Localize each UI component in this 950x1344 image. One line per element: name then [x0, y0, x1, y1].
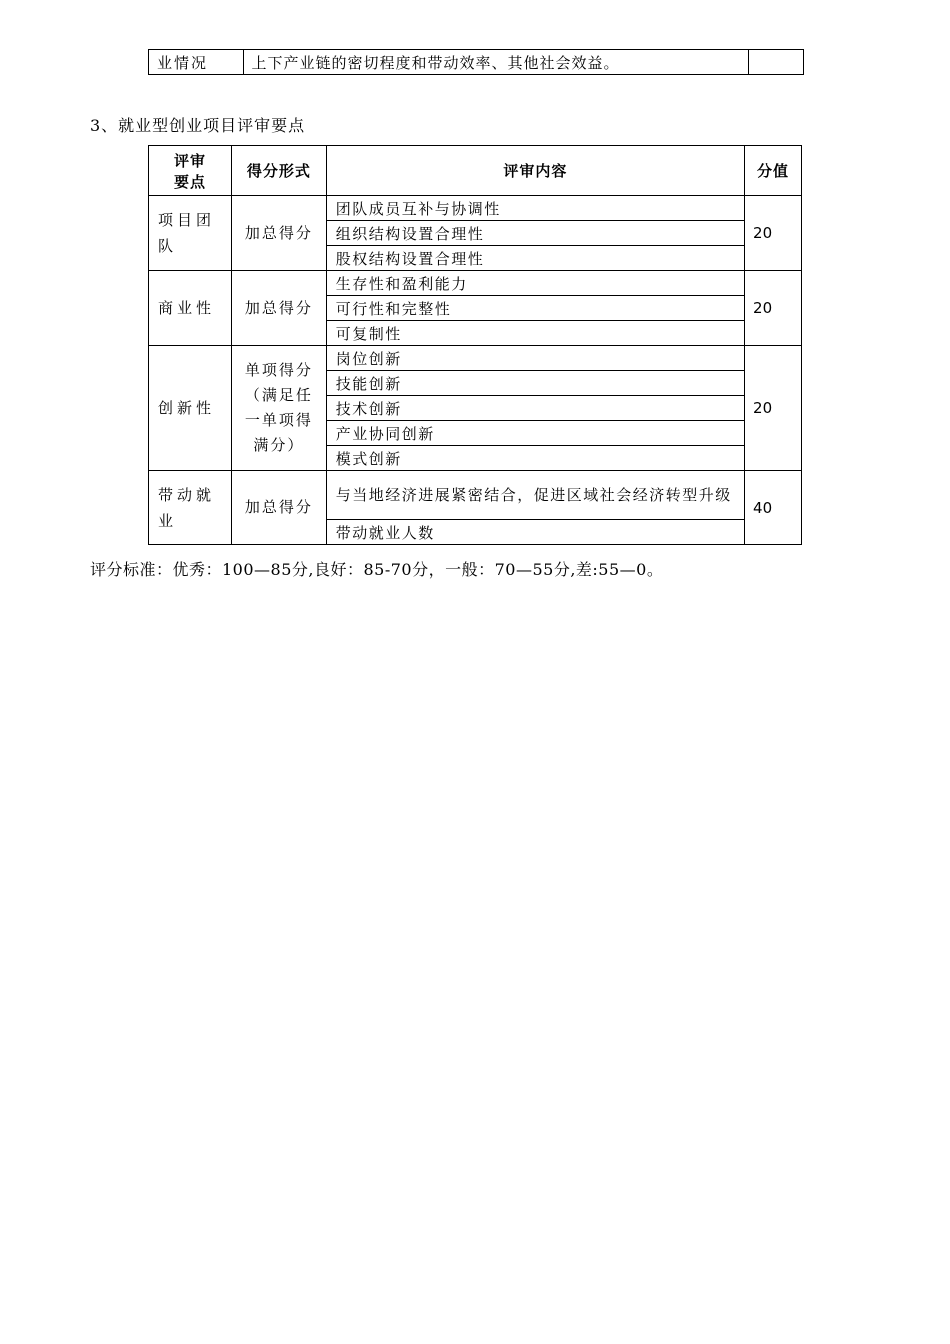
table-row: [149, 196, 802, 221]
group-item: 与当地经济进展紧密结合，促进区域社会经济转型升级: [326, 471, 744, 520]
group-form: 加总得分: [231, 271, 326, 346]
group-item: 组织结构设置合理性: [326, 221, 744, 246]
group-item: 可复制性: [326, 321, 744, 346]
group-form: 加总得分: [231, 471, 326, 545]
row-score: [749, 50, 804, 75]
row-label: 业情况: [149, 50, 244, 75]
group-item: 产业协同创新: [326, 421, 744, 446]
group-item: 技术创新: [326, 396, 744, 421]
section-heading: 3、就业型创业项目评审要点: [90, 116, 306, 135]
group-point: 项目团队: [149, 196, 232, 271]
table-row: [149, 50, 804, 75]
header-point-line2: 要点: [173, 172, 206, 191]
group-score: 20: [745, 271, 802, 346]
group-form: 单项得分（满足任一单项得满分）: [231, 346, 326, 471]
group-item: 股权结构设置合理性: [326, 246, 744, 271]
group-score: 20: [745, 196, 802, 271]
group-item: 生存性和盈利能力: [326, 271, 744, 296]
group-item: 可行性和完整性: [326, 296, 744, 321]
group-item: 岗位创新: [326, 346, 744, 371]
header-form: 得分形式: [231, 146, 326, 196]
group-item: 团队成员互补与协调性: [326, 196, 744, 221]
group-score: 20: [745, 346, 802, 471]
table-row: [149, 346, 802, 371]
row-content: 上下产业链的密切程度和带动效率、其他社会效益。: [243, 50, 749, 75]
group-form: 加总得分: [231, 196, 326, 271]
header-point: [149, 146, 232, 196]
group-point: 带动就业: [149, 471, 232, 545]
group-item: 技能创新: [326, 371, 744, 396]
top-table-fragment: [148, 49, 804, 75]
group-point: 创新性: [149, 346, 232, 471]
scoring-standard: 评分标准：优秀：100—85分,良好：85-70分，一般：70—55分,差:55—0。: [90, 560, 664, 579]
group-item: 带动就业人数: [326, 520, 744, 545]
review-points-table: [148, 145, 802, 545]
group-point: 商业性: [149, 271, 232, 346]
header-score: 分值: [745, 146, 802, 196]
group-score: 40: [745, 471, 802, 545]
header-content: 评审内容: [326, 146, 744, 196]
table-header-row: [149, 146, 802, 196]
header-point-line1: 评审: [173, 151, 206, 170]
table-row: [149, 471, 802, 520]
table-row: [149, 271, 802, 296]
group-item: 模式创新: [326, 446, 744, 471]
